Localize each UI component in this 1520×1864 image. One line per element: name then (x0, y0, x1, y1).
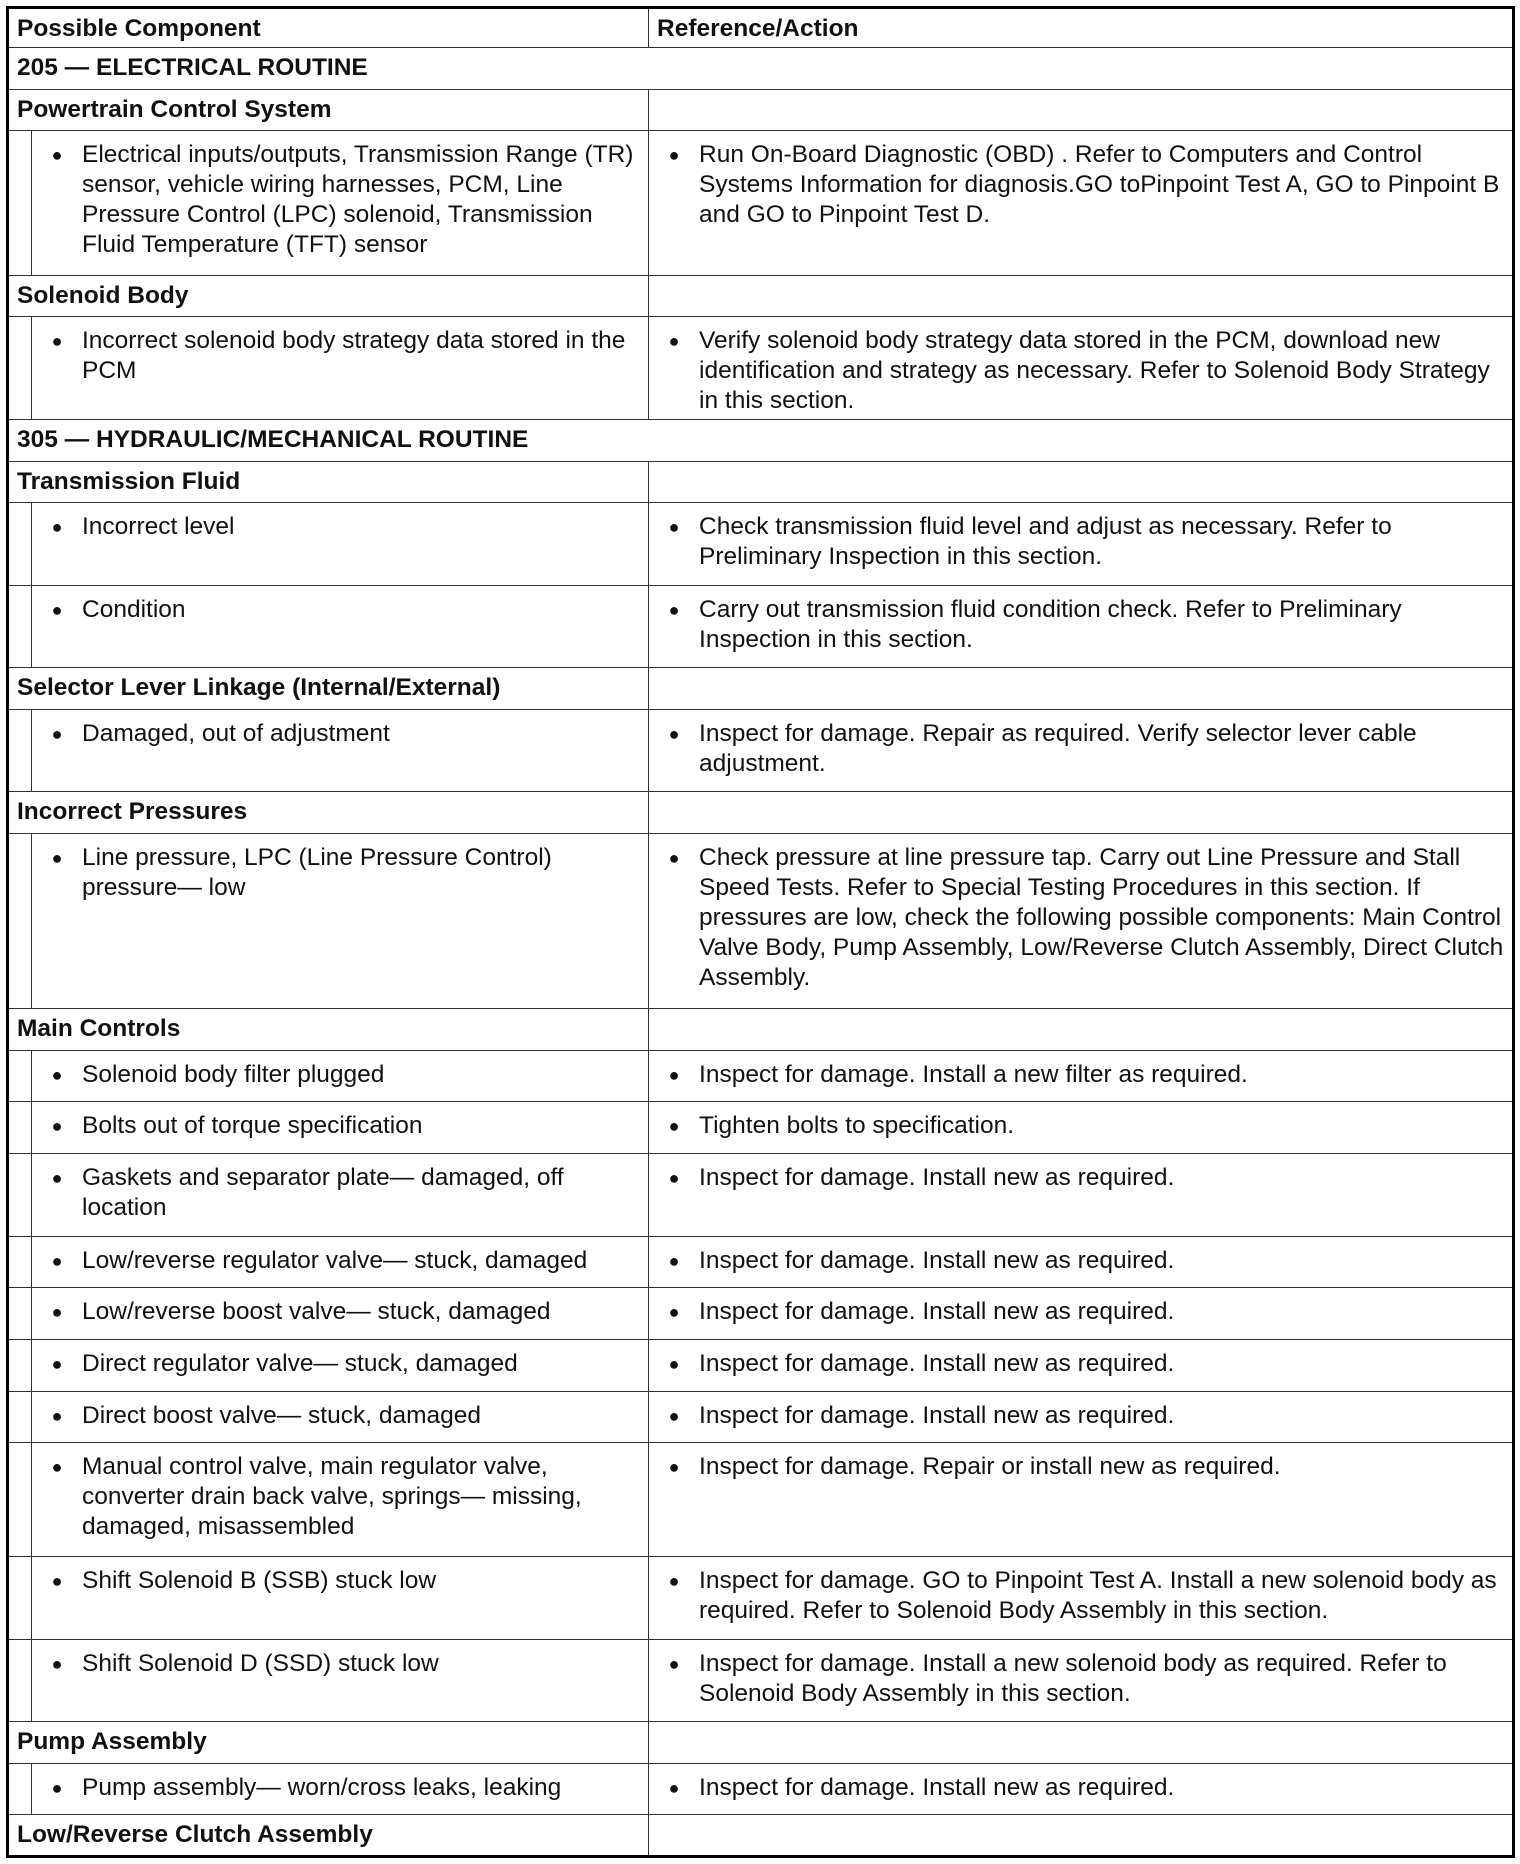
bullet-icon: ● (51, 847, 63, 868)
routine-row (8, 48, 1514, 89)
component-text: Incorrect level (82, 512, 235, 540)
group-row (8, 1722, 1514, 1763)
row-gutter (8, 585, 32, 668)
group-title: Low/Reverse Clutch Assembly (8, 1815, 649, 1857)
bullet-icon: ● (51, 1168, 63, 1188)
group-action-empty (649, 89, 1514, 130)
bullet-item (32, 1340, 648, 1379)
bullet-item (32, 1392, 648, 1431)
row-gutter (8, 1391, 32, 1443)
routine-title: 305 — HYDRAULIC/MECHANICAL ROUTINE (8, 420, 1514, 461)
bullet-item (649, 586, 1512, 655)
action-text: Inspect for damage. Install new as required. (699, 1350, 1175, 1378)
table-row (8, 1391, 1514, 1443)
bullet-icon: ● (668, 1354, 680, 1375)
component-text: Gaskets and separator plate— damaged, off location (82, 1164, 564, 1221)
component-text: Incorrect solenoid body strategy data stored in the PCM (82, 326, 626, 384)
component-cell (32, 1154, 649, 1237)
group-title: Solenoid Body (8, 275, 649, 316)
bullet-icon: ● (51, 144, 63, 165)
component-text: Solenoid body filter plugged (82, 1060, 385, 1088)
table-row (8, 316, 1514, 419)
table-row (8, 1639, 1514, 1722)
action-cell (649, 1288, 1514, 1340)
action-cell (649, 1557, 1514, 1640)
action-text: Inspect for damage. Install new as required. (699, 1246, 1175, 1274)
bullet-icon: ● (668, 599, 680, 620)
bullet-item (649, 317, 1512, 416)
group-row (8, 668, 1514, 709)
bullet-icon: ● (668, 1653, 680, 1674)
bullet-item (32, 1640, 648, 1679)
action-text: Check transmission fluid level and adjust as necessary. Refer to Preliminary Inspection in this section. (699, 512, 1392, 570)
action-cell (649, 1154, 1514, 1237)
component-cell (32, 1340, 649, 1392)
component-cell (32, 1557, 649, 1640)
bullet-icon: ● (51, 1457, 63, 1478)
bullet-item (32, 131, 648, 260)
component-text: Condition (82, 595, 186, 623)
bullet-item (649, 1237, 1512, 1276)
action-text: Inspect for damage. Install a new solenoid body as required. Refer to Solenoid Body Assembly in this section. (699, 1649, 1447, 1707)
table-header-row (8, 8, 1514, 48)
bullet-item (32, 1154, 648, 1223)
bullet-icon: ● (51, 1405, 63, 1426)
bullet-item (32, 317, 648, 386)
action-cell (649, 1102, 1514, 1154)
table-row (8, 585, 1514, 668)
group-action-empty (649, 792, 1514, 833)
bullet-icon: ● (668, 144, 680, 165)
component-text: Shift Solenoid D (SSD) stuck low (82, 1649, 439, 1677)
row-gutter (8, 1154, 32, 1237)
action-text: Carry out transmission fluid condition check. Refer to Preliminary Inspection in this section. (699, 595, 1402, 653)
action-cell (649, 585, 1514, 668)
bullet-item (32, 503, 648, 542)
table-row (8, 1050, 1514, 1102)
group-row (8, 89, 1514, 130)
table-row (8, 130, 1514, 275)
bullet-icon: ● (51, 1653, 63, 1674)
row-gutter (8, 1236, 32, 1288)
bullet-item (32, 1102, 648, 1141)
action-cell (649, 502, 1514, 585)
bullet-item (32, 1051, 648, 1090)
component-cell (32, 502, 649, 585)
bullet-item (649, 1288, 1512, 1327)
group-title: Pump Assembly (8, 1722, 649, 1763)
table-row (8, 1236, 1514, 1288)
table-row (8, 1557, 1514, 1640)
bullet-icon: ● (51, 1116, 63, 1137)
component-text: Low/reverse boost valve— stuck, damaged (82, 1298, 551, 1326)
group-action-empty (649, 1722, 1514, 1763)
routine-row (8, 420, 1514, 461)
action-text: Inspect for damage. Install new as required. (699, 1298, 1175, 1326)
action-text: Inspect for damage. Repair or install new as required. (699, 1453, 1281, 1481)
diagnosis-table-container (6, 6, 1512, 1858)
row-gutter (8, 833, 32, 1009)
header-possible-component: Possible Component (8, 8, 649, 48)
action-text: Inspect for damage. Install new as required. (699, 1401, 1175, 1429)
action-cell (649, 316, 1514, 419)
bullet-icon: ● (51, 1302, 63, 1323)
bullet-icon: ● (51, 1064, 63, 1085)
diagnosis-table-body (8, 8, 1514, 1857)
action-text: Verify solenoid body strategy data stored in the PCM, download new identification and strategy as necessary. Refer to Solenoid Body Strategy in this section. (699, 326, 1490, 414)
row-gutter (8, 316, 32, 419)
row-gutter (8, 1639, 32, 1722)
bullet-icon: ● (51, 1571, 63, 1592)
component-cell (32, 1763, 649, 1815)
routine-title: 205 — ELECTRICAL ROUTINE (8, 48, 1514, 89)
component-text: Line pressure, LPC (Line Pressure Control) pressure— low (82, 843, 552, 901)
bullet-item (649, 1102, 1512, 1141)
diagnosis-table (6, 6, 1515, 1858)
table-row (8, 1102, 1514, 1154)
table-row (8, 1763, 1514, 1815)
bullet-icon: ● (51, 330, 63, 351)
group-action-empty (649, 275, 1514, 316)
bullet-icon: ● (668, 1064, 680, 1085)
component-text: Low/reverse regulator valve— stuck, damaged (82, 1246, 588, 1274)
row-gutter (8, 1443, 32, 1557)
component-cell (32, 709, 649, 792)
bullet-item (32, 586, 648, 625)
action-text: Tighten bolts to specification. (699, 1112, 1015, 1140)
group-action-empty (649, 461, 1514, 502)
bullet-icon: ● (51, 723, 63, 744)
component-text: Shift Solenoid B (SSB) stuck low (82, 1567, 437, 1595)
group-row (8, 1815, 1514, 1857)
action-cell (649, 1639, 1514, 1722)
bullet-icon: ● (668, 1250, 680, 1271)
bullet-item (649, 131, 1512, 230)
bullet-item (32, 1557, 648, 1596)
component-cell (32, 130, 649, 275)
action-text: Inspect for damage. Install new as required. (699, 1773, 1175, 1801)
group-action-empty (649, 1009, 1514, 1050)
row-gutter (8, 1340, 32, 1392)
group-title: Main Controls (8, 1009, 649, 1050)
row-gutter (8, 1557, 32, 1640)
component-cell (32, 1288, 649, 1340)
bullet-item (649, 1443, 1512, 1482)
component-text: Manual control valve, main regulator valve, converter drain back valve, springs— missing, damaged, misassembled (82, 1453, 582, 1541)
row-gutter (8, 1288, 32, 1340)
bullet-item (32, 834, 648, 903)
action-cell (649, 833, 1514, 1009)
component-text: Direct regulator valve— stuck, damaged (82, 1350, 518, 1378)
component-cell (32, 1102, 649, 1154)
component-text: Damaged, out of adjustment (82, 719, 390, 747)
group-row (8, 792, 1514, 833)
row-gutter (8, 709, 32, 792)
group-title: Transmission Fluid (8, 461, 649, 502)
bullet-icon: ● (51, 1777, 63, 1798)
component-cell (32, 316, 649, 419)
action-cell (649, 1236, 1514, 1288)
bullet-item (32, 1288, 648, 1327)
bullet-icon: ● (668, 1405, 680, 1426)
bullet-item (649, 1764, 1512, 1803)
group-row (8, 461, 1514, 502)
component-text: Bolts out of torque specification (82, 1112, 423, 1140)
component-cell (32, 1443, 649, 1557)
bullet-icon: ● (668, 516, 680, 537)
group-row (8, 1009, 1514, 1050)
row-gutter (8, 1102, 32, 1154)
bullet-item (32, 710, 648, 749)
action-cell (649, 130, 1514, 275)
component-cell (32, 1639, 649, 1722)
bullet-item (649, 1640, 1512, 1709)
action-cell (649, 1443, 1514, 1557)
bullet-item (32, 1443, 648, 1542)
bullet-item (32, 1764, 648, 1803)
bullet-item (32, 1237, 648, 1276)
component-cell (32, 585, 649, 668)
action-text: Inspect for damage. Install a new filter as required. (699, 1060, 1248, 1088)
bullet-icon: ● (668, 1571, 680, 1592)
action-text: Inspect for damage. Repair as required. Verify selector lever cable adjustment. (699, 719, 1417, 777)
table-row (8, 1443, 1514, 1557)
component-cell (32, 833, 649, 1009)
bullet-item (649, 1340, 1512, 1379)
component-text: Pump assembly— worn/cross leaks, leaking (82, 1773, 562, 1801)
row-gutter (8, 1763, 32, 1815)
action-text: Run On-Board Diagnostic (OBD) . Refer to Computers and Control Systems Information for diagnosis.GO toPinpoint Test A, GO to Pinpoint B and GO to Pinpoint Test D. (699, 140, 1500, 228)
header-reference-action: Reference/Action (649, 8, 1514, 48)
bullet-icon: ● (668, 847, 680, 868)
row-gutter (8, 130, 32, 275)
group-row (8, 275, 1514, 316)
table-row (8, 1340, 1514, 1392)
bullet-icon: ● (668, 1777, 680, 1798)
component-cell (32, 1050, 649, 1102)
bullet-icon: ● (668, 1302, 680, 1323)
bullet-icon: ● (51, 599, 63, 620)
table-row (8, 833, 1514, 1009)
bullet-icon: ● (51, 1250, 63, 1271)
row-gutter (8, 1050, 32, 1102)
table-row (8, 709, 1514, 792)
bullet-item (649, 1051, 1512, 1090)
bullet-icon: ● (668, 1457, 680, 1478)
action-cell (649, 1340, 1514, 1392)
action-text: Inspect for damage. Install new as required. (699, 1164, 1175, 1191)
bullet-icon: ● (51, 1354, 63, 1375)
bullet-icon: ● (668, 723, 680, 744)
group-title: Selector Lever Linkage (Internal/External) (8, 668, 649, 709)
component-text: Electrical inputs/outputs, Transmission Range (TR) sensor, vehicle wiring harnesses, PCM, Line Pressure Control (LPC) solenoid, Transmission Fluid Temperature (TFT) sensor (82, 140, 634, 258)
group-action-empty (649, 1815, 1514, 1857)
row-gutter (8, 502, 32, 585)
component-text: Direct boost valve— stuck, damaged (82, 1401, 481, 1429)
group-title: Powertrain Control System (8, 89, 649, 130)
action-text: Inspect for damage. GO to Pinpoint Test A. Install a new solenoid body as required. Refer to Solenoid Body Assembly in this section. (699, 1567, 1497, 1625)
bullet-icon: ● (668, 1168, 680, 1188)
component-cell (32, 1236, 649, 1288)
action-cell (649, 709, 1514, 792)
action-cell (649, 1763, 1514, 1815)
table-row (8, 1154, 1514, 1237)
group-action-empty (649, 668, 1514, 709)
action-text: Check pressure at line pressure tap. Carry out Line Pressure and Stall Speed Tests. Refer to Special Testing Procedures in this section. If pressures are low, check the following possible components: Main Control Valve Body, Pump Assembly, Low/Reverse Clutch Assembly, Direct Clutch Assembly. (699, 843, 1504, 991)
bullet-icon: ● (668, 330, 680, 351)
bullet-icon: ● (668, 1116, 680, 1137)
action-cell (649, 1050, 1514, 1102)
table-row (8, 1288, 1514, 1340)
bullet-icon: ● (51, 516, 63, 537)
action-cell (649, 1391, 1514, 1443)
bullet-item (649, 710, 1512, 779)
bullet-item (649, 1154, 1512, 1193)
bullet-item (649, 1392, 1512, 1431)
bullet-item (649, 1557, 1512, 1626)
bullet-item (649, 503, 1512, 572)
component-cell (32, 1391, 649, 1443)
bullet-item (649, 834, 1512, 993)
table-row (8, 502, 1514, 585)
group-title: Incorrect Pressures (8, 792, 649, 833)
